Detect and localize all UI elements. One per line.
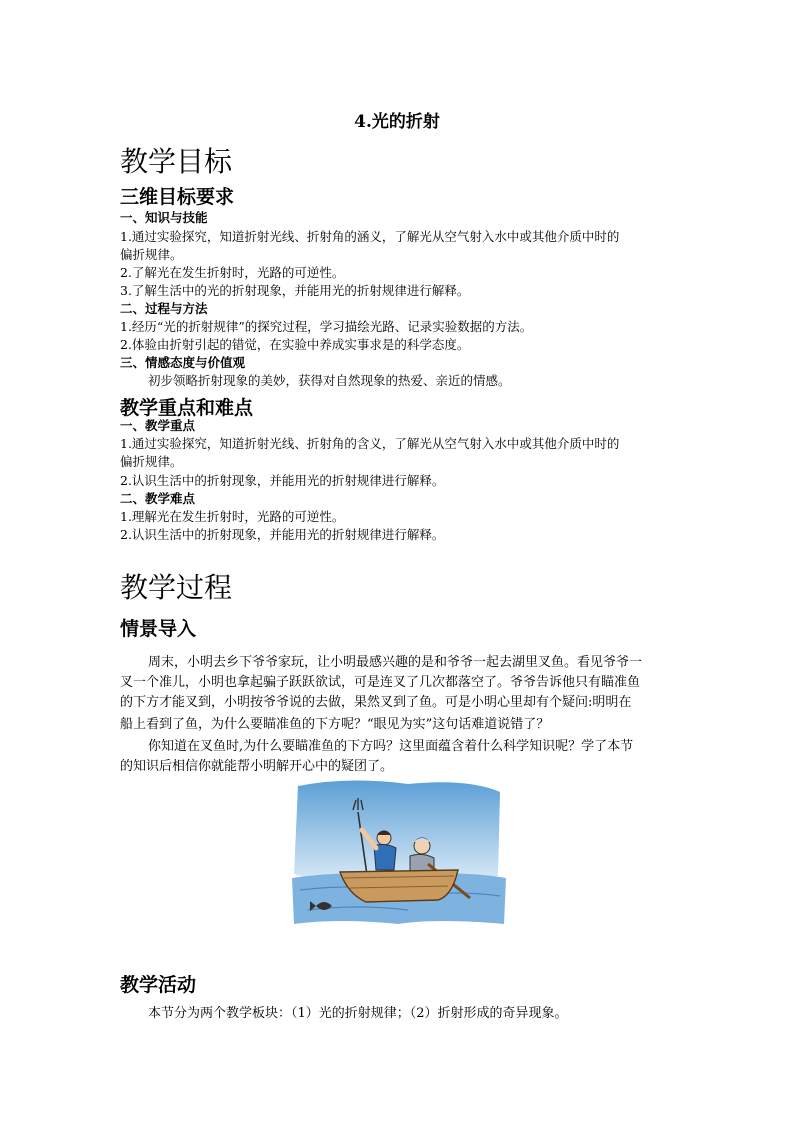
intro-line: 叉一个准儿，小明也拿起骗子跃跃欲试，可是连叉了几次都落空了。爷爷告诉他只有瞄准鱼 [120, 675, 641, 690]
goals-heading: 教学目标 [120, 145, 233, 178]
process-heading: 教学过程 [120, 571, 233, 604]
goals-subheading: 三维目标要求 [120, 186, 235, 208]
focus-line: 2.认识生活中的折射现象，并能用光的折射规律进行解释。 [120, 473, 445, 488]
difficulty-line: 2.认识生活中的折射现象，并能用光的折射规律进行解释。 [120, 527, 445, 542]
intro-line: 周末，小明去乡下爷爷家玩，让小明最感兴趣的是和爷爷一起去湖里叉鱼。看见爷爷一 [148, 655, 643, 670]
focus-line: 1.通过实验探究，知道折射光线、折射角的含义，了解光从空气射入水中或其他介质中时的 [120, 436, 620, 451]
attitude-label: 三、情感态度与价值观 [120, 355, 246, 370]
attitude-line: 初步领略折射现象的美妙，获得对自然现象的热爱、亲近的情感。 [148, 373, 511, 388]
intro-line: 的知识后相信你就能帮小明解开心中的疑团了。 [120, 759, 394, 774]
keypoints-heading: 教学重点和难点 [120, 397, 254, 419]
knowledge-line: 2.了解光在发生折射时，光路的可逆性。 [120, 265, 345, 280]
intro-heading: 情景导入 [120, 618, 197, 640]
focus-label: 一、教学重点 [120, 418, 196, 433]
activity-line: 本节分为两个教学板块：（1）光的折射规律；（2）折射形成的奇异现象。 [148, 1006, 568, 1021]
knowledge-line: 偏折规律。 [120, 247, 183, 262]
sky-backdrop [294, 780, 500, 880]
boat-fishing-illustration [288, 778, 508, 932]
intro-line: 你知道在叉鱼时,为什么要瞄准鱼的下方吗？这里面蕴含着什么科学知识呢？学了本节 [148, 739, 634, 754]
intro-line: 的下方才能叉到，小明按爷爷说的去做，果然叉到了鱼。可是小明心里却有个疑问:明明在 [120, 695, 632, 710]
lesson-title: 4.光的折射 [354, 112, 440, 132]
knowledge-line: 1.通过实验探究，知道折射光线、折射角的涵义，了解光从空气射入水中或其他介质中时的 [120, 229, 620, 244]
difficulty-line: 1.理解光在发生折射时，光路的可逆性。 [120, 509, 345, 524]
focus-line: 偏折规律。 [120, 454, 183, 469]
intro-line: 船上看到了鱼，为什么要瞄准鱼的下方呢？“眼见为实”这句话难道说错了？ [120, 717, 550, 732]
knowledge-label: 一、知识与技能 [120, 210, 208, 225]
difficulty-label: 二、教学难点 [120, 491, 196, 506]
process-method-line: 1.经历“光的折射规律”的探究过程，学习描绘光路、记录实验数据的方法。 [120, 319, 533, 334]
process-method-line: 2.体验由折射引起的错觉，在实验中养成实事求是的科学态度。 [120, 337, 470, 352]
process-method-label: 二、过程与方法 [120, 301, 208, 316]
activity-heading: 教学活动 [120, 974, 197, 996]
knowledge-line: 3.了解生活中的光的折射现象，并能用光的折射规律进行解释。 [120, 283, 470, 298]
